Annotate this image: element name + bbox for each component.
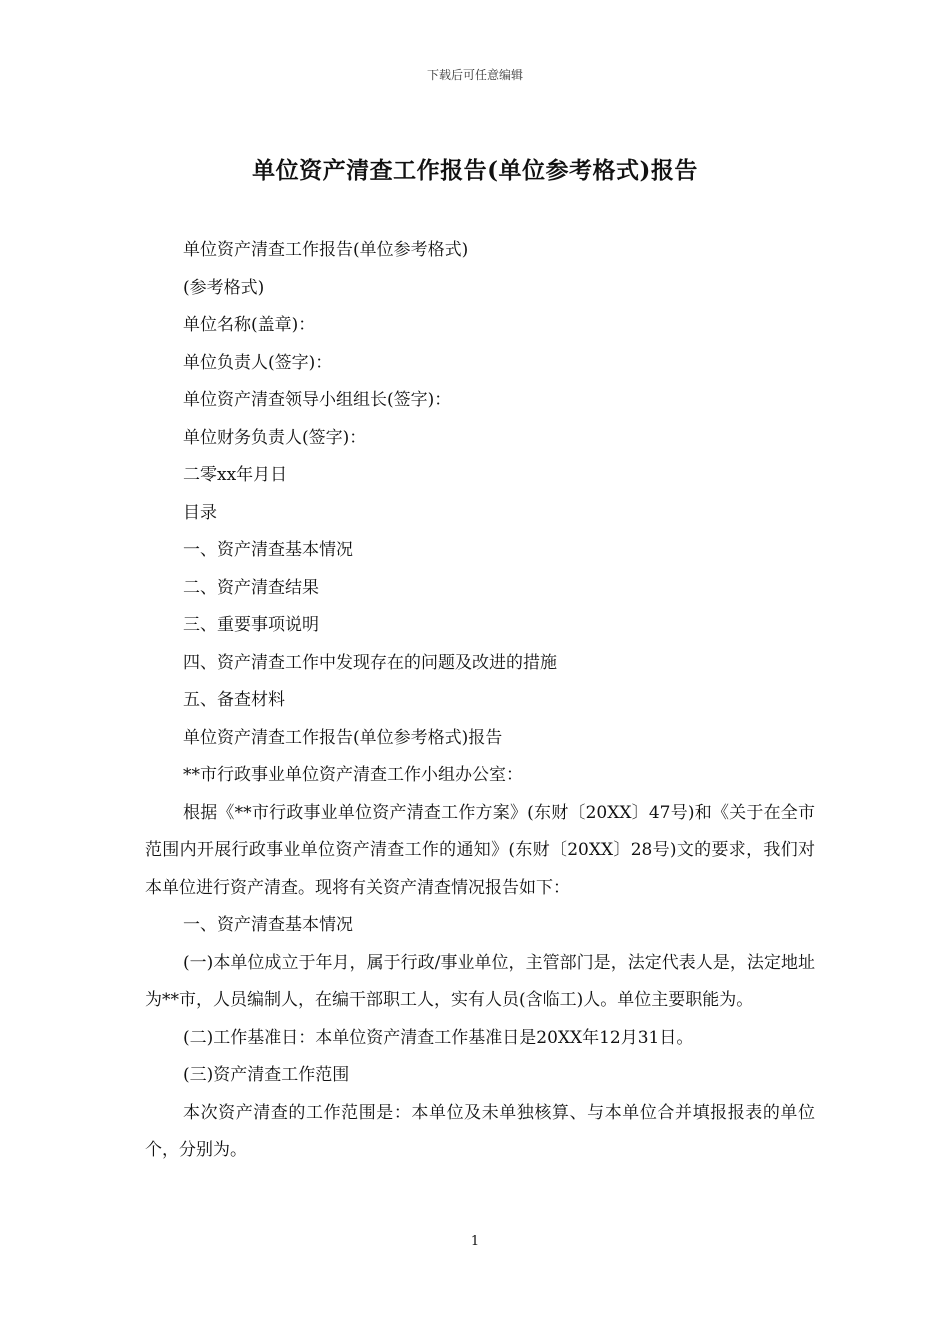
toc-item: 四、资产清查工作中发现存在的问题及改进的措施 (183, 652, 557, 673)
paragraph: 根据《**市行政事业单位资产清查工作方案》(东财〔20XX〕47号)和《关于在全市范围内开展行政事业单位资产清查工作的通知》(东财〔20XX〕28号)文的要求，我们对本单位进行资产清查。现将有关资产清查情况报告如下： (145, 802, 815, 898)
addressee: **市行政事业单位资产清查工作小组办公室： (183, 765, 523, 785)
paragraph: 本次资产清查的工作范围是：本单位及未单独核算、与本单位合并填报报表的单位个，分别为。 (145, 1102, 815, 1160)
text-line: 单位名称(盖章)： (183, 315, 316, 335)
text-line: 单位资产清查工作报告(单位参考格式) (183, 240, 469, 260)
header-note: 下载后可任意编辑 (426, 68, 523, 82)
text-line: 单位资产清查领导小组组长(签字)： (183, 390, 452, 410)
text-line: 二零xx年月日 (183, 465, 288, 485)
document-title: 单位资产清查工作报告(单位参考格式)报告 (252, 157, 698, 184)
text-line: 单位负责人(签字)： (183, 352, 333, 373)
page-number: 1 (470, 1234, 480, 1249)
toc-item: 五、备查材料 (183, 690, 285, 710)
paragraph: (一)本单位成立于年月，属于行政/事业单位，主管部门是，法定代表人是，法定地址为**市，人员编制人，在编干部职工人，实有人员(含临工)人。单位主要职能为。 (145, 952, 815, 1010)
toc-item: 一、资产清查基本情况 (183, 540, 353, 560)
text-line: 单位财务负责人(签字)： (183, 427, 367, 448)
toc-item: 三、重要事项说明 (183, 615, 319, 635)
paragraph: (二)工作基准日：本单位资产清查工作基准日是20XX年12月31日。 (183, 1027, 694, 1048)
toc-heading: 目录 (183, 502, 217, 523)
report-heading: 单位资产清查工作报告(单位参考格式)报告 (183, 727, 503, 748)
toc-item: 二、资产清查结果 (183, 577, 319, 598)
subsection-heading: (三)资产清查工作范围 (183, 1065, 350, 1085)
section-heading: 一、资产清查基本情况 (183, 915, 353, 935)
text-line: (参考格式) (183, 277, 265, 298)
document-body (145, 232, 815, 1170)
